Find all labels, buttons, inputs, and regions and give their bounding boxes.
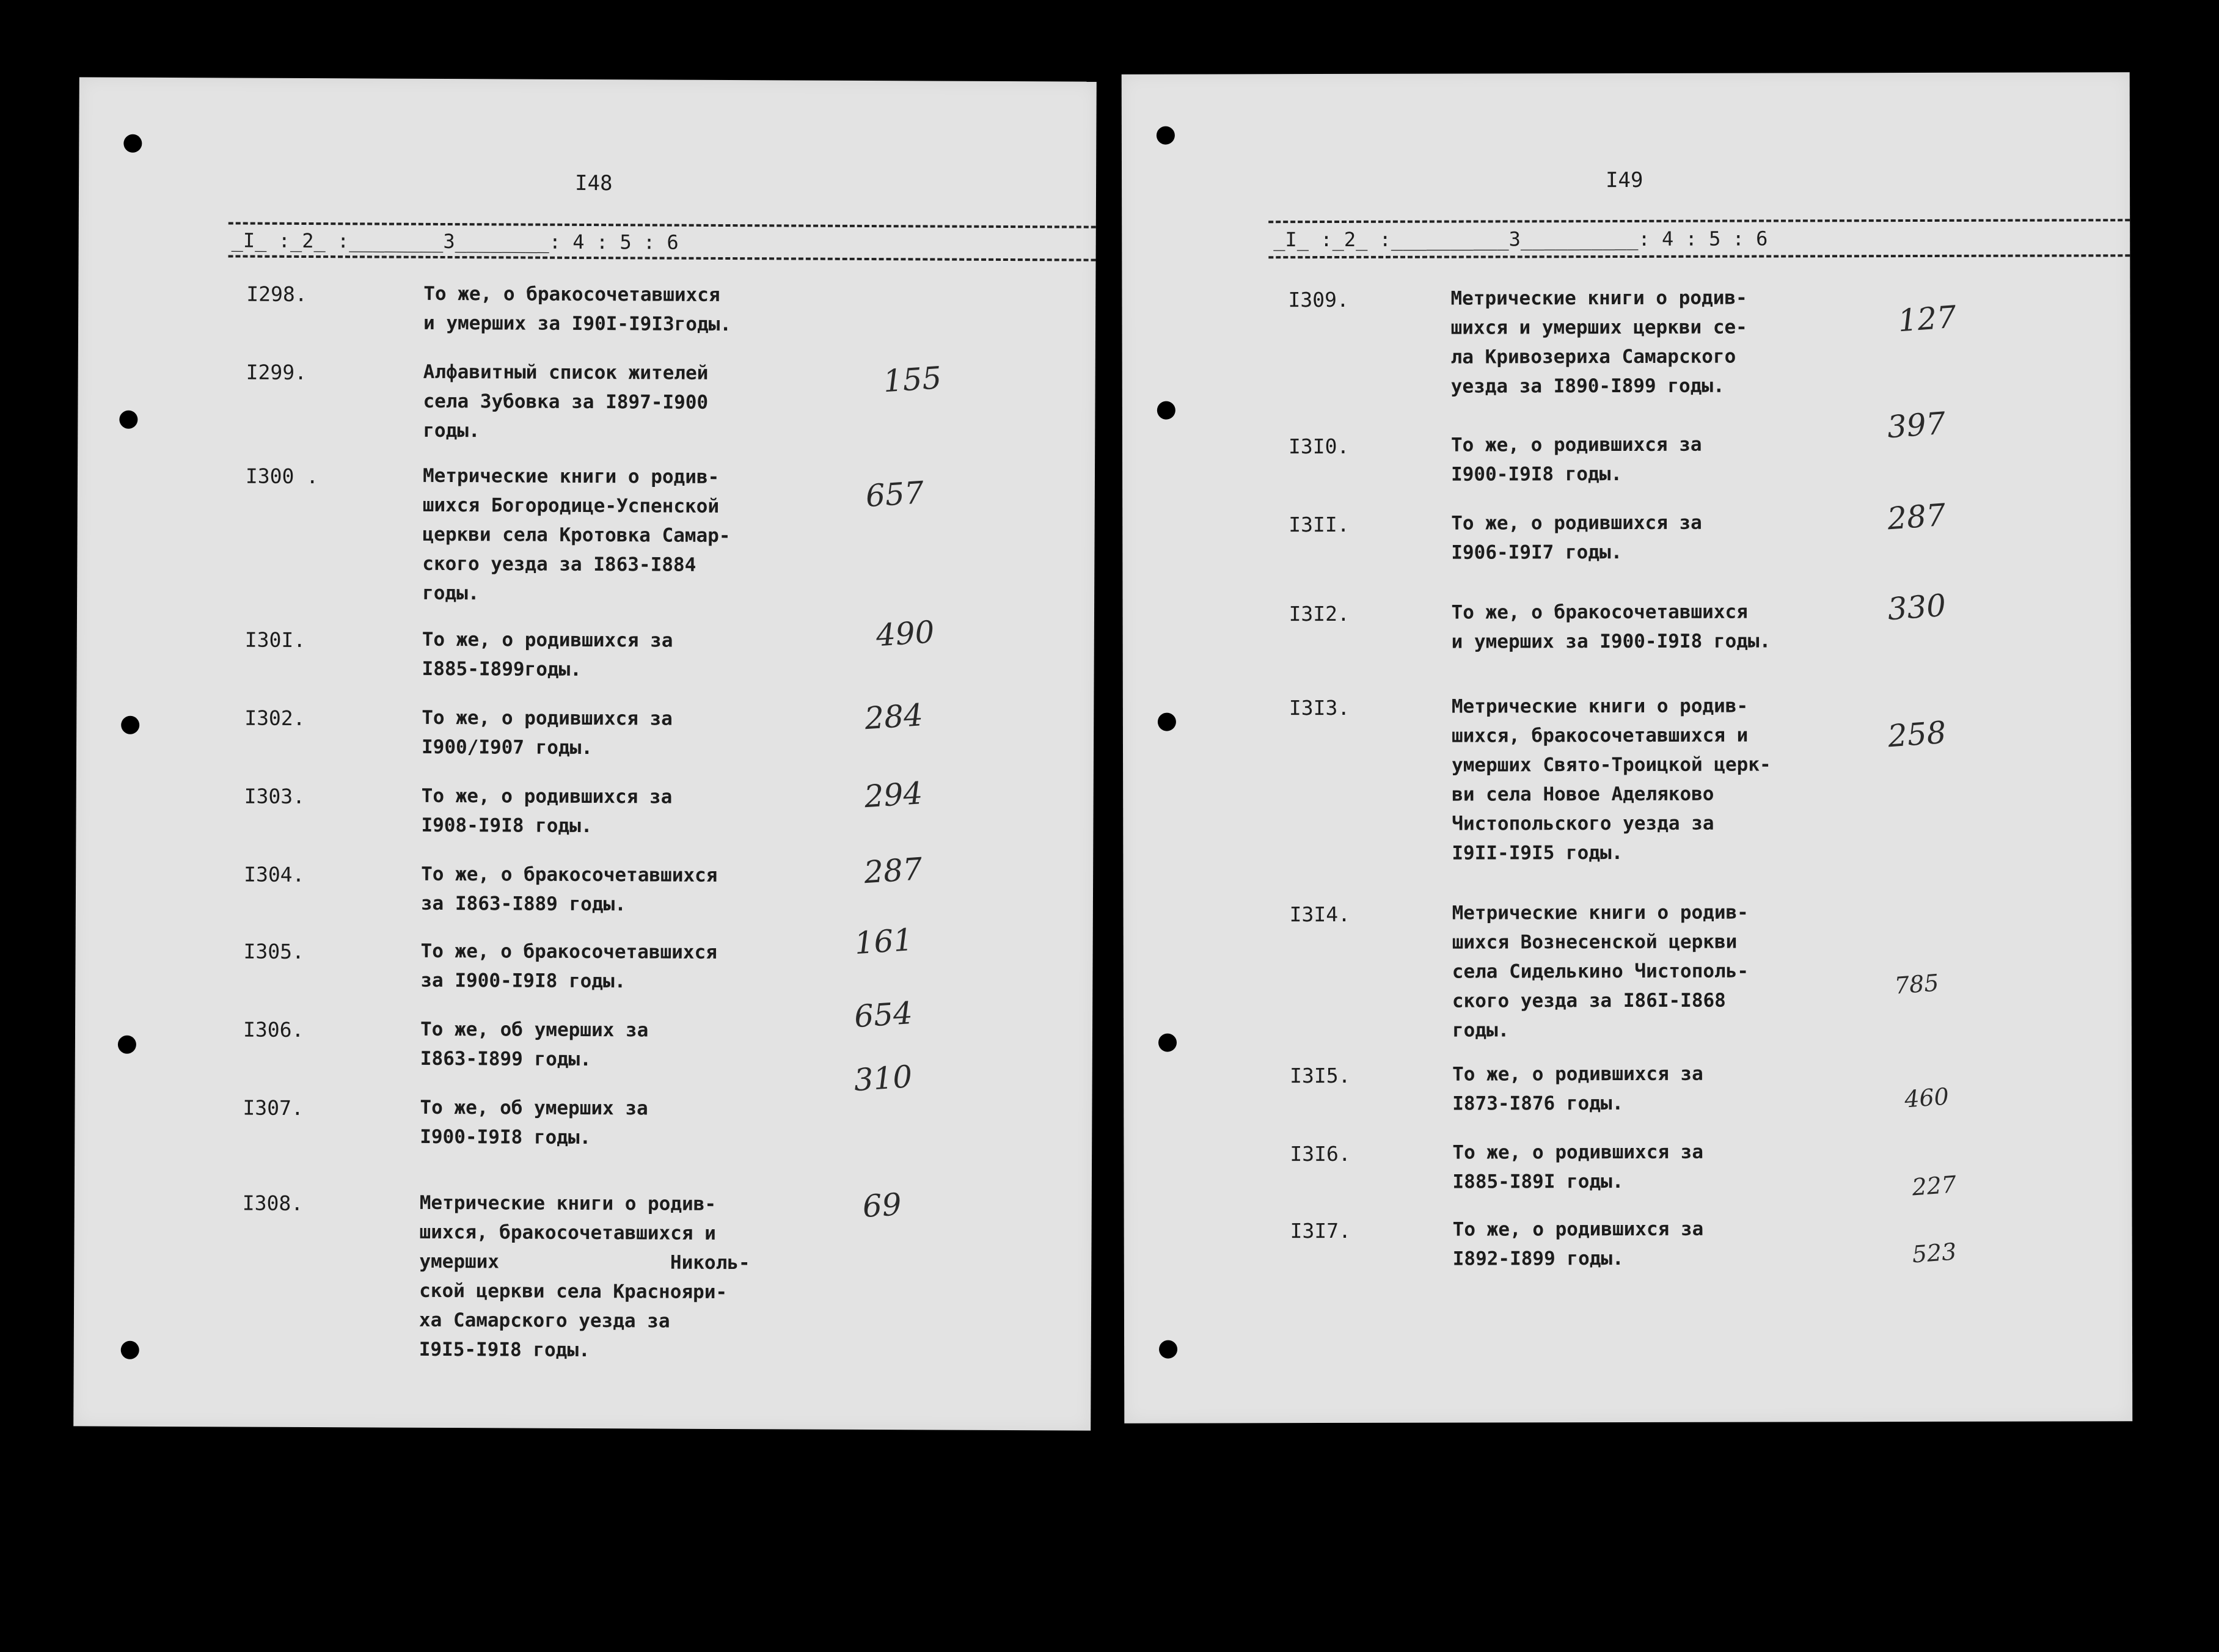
entry-number: I3I2. — [1289, 601, 1350, 626]
handwritten-count: 155 — [882, 360, 943, 400]
entry-number: I307. — [243, 1095, 304, 1120]
entry-description: То же, о родившихся за I900-I9I8 годы. — [1450, 433, 1702, 486]
handwritten-count: 330 — [1886, 587, 1947, 627]
entry-description: То же, о бракосочетавшихся за I900-I9I8 годы. — [420, 940, 717, 993]
binder-hole — [1158, 713, 1176, 731]
handwritten-count: 523 — [1911, 1238, 1958, 1268]
entry-number: I309. — [1288, 287, 1349, 312]
entry-description: То же, о родившихся за I908-I9I8 годы. — [421, 784, 673, 838]
entry-number: I3II. — [1289, 512, 1350, 537]
handwritten-count: 460 — [1903, 1083, 1950, 1113]
entry-number: I3I6. — [1290, 1141, 1351, 1166]
header-rule — [1268, 254, 2130, 258]
entry-description: То же, о бракосочетавшихся за I863-I889 годы. — [420, 863, 718, 916]
entry-description: Метрические книги о родив- шихся, бракосочетавшихся и умерших Николь- ской церкви села Краснояри- ха Самарского уезда за I9I5-I9I8 годы. — [419, 1191, 750, 1362]
binder-hole — [121, 716, 139, 734]
binder-hole — [123, 134, 142, 153]
entry-description: То же, о родившихся за I873-I876 годы. — [1452, 1062, 1703, 1115]
handwritten-count: 654 — [853, 995, 914, 1035]
column-header: _I_ :_2_ :__________3__________: 4 : 5 : 6 — [1273, 227, 1768, 252]
entry-number: I302. — [244, 706, 305, 731]
handwritten-count: 490 — [875, 614, 936, 654]
column-header: _I_ :_2_ :________3________: 4 : 5 : 6 — [231, 228, 679, 254]
entry-description: Метрические книги о родив- шихся, бракосочетавшихся и умерших Свято-Троицкой церк- ви села Новое Аделяково Чистопольского уезда за I9II-I9I5 годы. — [1451, 695, 1771, 864]
handwritten-count: 287 — [863, 851, 924, 891]
page-number: I49 — [1606, 167, 1643, 193]
entry-description: То же, о родившихся за I900/I907 годы. — [421, 706, 673, 759]
right-page — [1122, 72, 2133, 1423]
header-rule — [1268, 219, 2130, 223]
entry-description: То же, о родившихся за I906-I9I7 годы. — [1451, 511, 1702, 564]
entry-number: I305. — [243, 939, 305, 963]
left-page — [73, 77, 1097, 1430]
handwritten-count: 294 — [863, 775, 924, 815]
entry-description: То же, о родившихся за I892-I899 годы. — [1452, 1218, 1704, 1270]
entry-number: I3I0. — [1288, 434, 1350, 459]
handwritten-count: 785 — [1893, 969, 1940, 1000]
handwritten-count: 227 — [1911, 1171, 1958, 1201]
handwritten-count: 657 — [865, 475, 926, 514]
entry-description: Метрические книги о родив- шихся Вознесенской церкви села Сиделькино Чистополь- ского уезда за I86I-I868 годы. — [1452, 901, 1749, 1042]
entry-number: I3I7. — [1290, 1218, 1351, 1243]
entry-number: I3I5. — [1290, 1063, 1351, 1088]
handwritten-count: 258 — [1886, 714, 1948, 755]
handwritten-count: 161 — [853, 922, 914, 962]
entry-number: I30I. — [244, 627, 306, 652]
entry-description: То же, об умерших за I863-I899 годы. — [420, 1018, 649, 1071]
page-number: I48 — [574, 170, 613, 196]
entry-description: То же, о бракосочетавшихся и умерших за I900-I9I8 годы. — [1451, 601, 1771, 653]
entry-description: То же, об умерших за I900-I9I8 годы. — [420, 1096, 648, 1149]
handwritten-count: 69 — [861, 1186, 903, 1225]
binder-hole — [1157, 126, 1175, 145]
entry-description: Метрические книги о родив- шихся и умерших церкви се- ла Кривозериха Самарского уезда за I890-I899 годы. — [1450, 287, 1747, 398]
header-rule — [228, 255, 1096, 261]
entry-number: I308. — [242, 1191, 304, 1215]
handwritten-count: 310 — [852, 1059, 913, 1098]
binder-hole — [1159, 1340, 1177, 1359]
binder-hole — [1158, 1034, 1177, 1052]
handwritten-count: 127 — [1896, 299, 1958, 339]
entry-number: I303. — [244, 784, 305, 808]
handwritten-count: 287 — [1886, 497, 1947, 537]
entry-number: I3I3. — [1289, 695, 1350, 720]
entry-description: Алфавитный список жителей села Зубовка за I897-I900 годы. — [423, 360, 709, 442]
entry-description: Метрические книги о родив- шихся Богородице-Успенской церкви села Кротовка Самар- ского уезда за I863-I884 годы. — [422, 464, 731, 605]
header-rule — [228, 222, 1096, 228]
entry-description: То же, о родившихся за I885-I89I годы. — [1452, 1141, 1704, 1193]
binder-hole — [119, 411, 137, 429]
binder-hole — [1157, 401, 1175, 420]
handwritten-count: 397 — [1885, 405, 1947, 445]
binder-hole — [121, 1341, 139, 1359]
entry-number: I299. — [246, 360, 307, 385]
entry-description: То же, о родившихся за I885-I899годы. — [422, 628, 673, 681]
binder-hole — [118, 1036, 136, 1054]
entry-description: То же, о бракосочетавшихся и умерших за I90I-I9I3годы. — [423, 282, 732, 336]
entry-number: I304. — [244, 862, 305, 886]
entry-number: I306. — [243, 1017, 304, 1042]
entry-number: I300 . — [245, 464, 319, 489]
entry-number: I298. — [246, 282, 307, 307]
entry-number: I3I4. — [1289, 902, 1350, 927]
handwritten-count: 284 — [863, 697, 924, 737]
